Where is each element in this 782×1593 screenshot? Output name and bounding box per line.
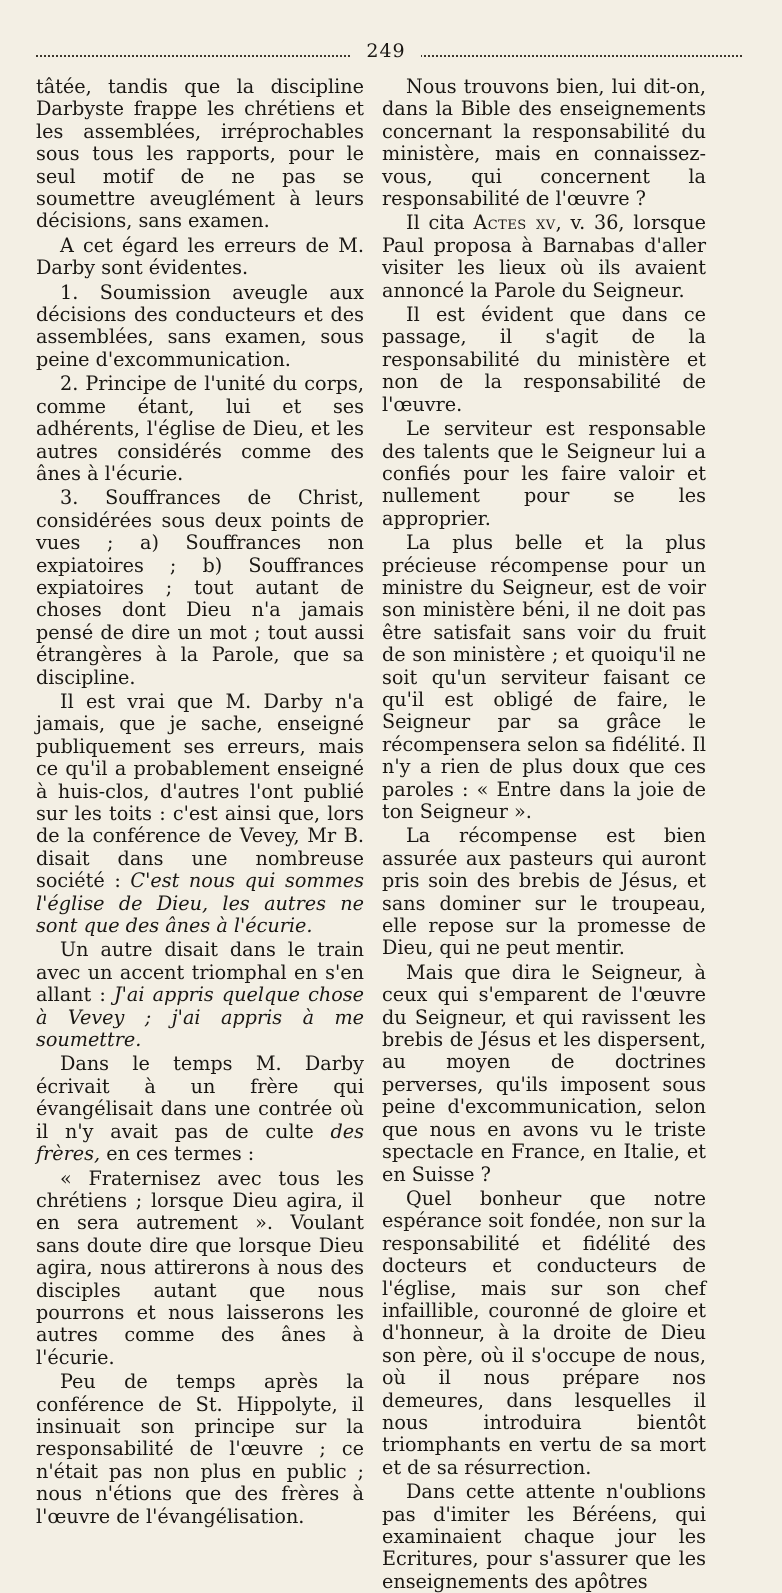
- italic-quote: J'ai appris quelque chose à Vevey ; j'ai appris à me soumettre.: [36, 983, 364, 1052]
- text-run: Il cita: [406, 211, 465, 235]
- paragraph: Dans cette attente n'oublions pas d'imiter les Béréens, qui examinaient chaque jour les Ecritures, pour s'assurer que les enseignements des apôtres: [382, 1480, 706, 1593]
- text-run: , v. 36, lorsque Paul proposa à Barnabas d'aller visiter les lieux où ils avaient annoncé la Parole du Seigneur.: [382, 211, 706, 302]
- paragraph: [36, 691, 364, 937]
- paragraph: Quel bonheur que notre espérance soit fondée, non sur la responsabilité et fidélité des docteurs et conducteurs de l'église, mais sur son chef infaillible, couronné de gloire et d'honneur, à la droite de Dieu son père, où il s'occupe de nous, où il nous prépare nos demeures, dans lesquelles il nous introduira bientôt triomphants en vertu de sa mort et de sa résurrection.: [382, 1186, 706, 1479]
- paragraph: 3. Souffrances de Christ, considérées sous deux points de vues ; a) Souffrances non expiatoires ; b) Souffrances expiatoires ; tout autant de choses dont Dieu n'a jamais pensé de dire un mot ; tout aussi étrangères à la Parole, que sa discipline.: [36, 486, 364, 689]
- text-run: Un autre disait dans le train avec un accent triomphal en s'en allant :: [36, 938, 364, 1007]
- text-run: Il est vrai que M. Darby n'a jamais, que je sache, enseigné publiquement ses erreurs, mais ce qu'il a probablement enseigné à huis-clos, d'autres l'ont publié sur les toits : c'est ainsi que, lors de la conférence de Vevey, Mr B. disait dans une nombreuse société :: [36, 689, 364, 893]
- paragraph: [382, 212, 706, 302]
- right-column: [382, 76, 706, 1593]
- paragraph: Il est évident que dans ce passage, il s'agit de la responsabilité du ministère et non de la responsabilité de l'œuvre.: [382, 303, 706, 416]
- paragraph: tâtée, tandis que la discipline Darbyste frappe les chrétiens et les assemblées, irréprochables sous tous les rapports, pour le seul motif de ne pas se soumettre aveuglément à leurs décisions, sans examen.: [36, 75, 364, 233]
- left-column: [36, 76, 364, 1528]
- paragraph: Nous trouvons bien, lui dit-on, dans la Bible des enseignements concernant la responsabilité du ministère, mais en connaissez-vous, qui concernent la responsabilité de l'œuvre ?: [382, 75, 706, 211]
- paragraph: Peu de temps après la conférence de St. Hippolyte, il insinuait son principe sur la responsabilité de l'œuvre ; ce n'était pas non plus en public ; nous n'étions que des frères à l'œuvre de l'évangélisation.: [36, 1370, 364, 1528]
- paragraph: [36, 1053, 364, 1165]
- italic-quote: C'est nous qui sommes l'église de Dieu, les autres ne sont que des ânes à l'écurie.: [36, 869, 364, 938]
- paragraph: La récompense est bien assurée aux pasteurs qui auront pris soin des brebis de Jésus, et sans dominer sur le troupeau, elle repose sur la promesse de Dieu, qui ne peut mentir.: [382, 824, 706, 960]
- text-run: en ces termes :: [106, 1142, 255, 1166]
- paragraph: Mais que dira le Seigneur, à ceux qui s'emparent de l'œuvre du Seigneur, et qui ravissent les brebis de Jésus et les dispersent, au moyen de doctrines perverses, qu'ils imposent sous peine d'excommunication, selon que nous en avons vu le triste spectacle en France, en Italie, et en Suisse ?: [382, 960, 706, 1186]
- paragraph: A cet égard les erreurs de M. Darby sont évidentes.: [36, 233, 364, 280]
- paragraph: 2. Principe de l'unité du corps, comme étant, lui et ses adhérents, l'église de Dieu, et les autres considérés comme des ânes à l'écurie.: [36, 372, 364, 485]
- italic-term: des frères,: [36, 1119, 364, 1166]
- scripture-reference: Actes xv: [473, 211, 556, 235]
- paragraph: « Fraternisez avec tous les chrétiens ; lorsque Dieu agira, il en sera autrement ». Voulant sans doute dire que lorsque Dieu agira, nous attirerons à nous des disciples autant que nous pourrons et nous laisserons les autres comme des ânes à l'écurie.: [36, 1166, 364, 1369]
- page-number: 249: [351, 40, 421, 62]
- paragraph: [36, 939, 364, 1051]
- page-header: [36, 38, 742, 68]
- text-run: Dans le temps M. Darby écrivait à un frère qui évangélisait dans une contrée où il n'y avait pas de culte: [36, 1052, 364, 1143]
- paragraph: Le serviteur est responsable des talents que le Seigneur lui a confiés pour les faire valoir et nullement pour se les approprier.: [382, 417, 706, 530]
- paragraph: 1. Soumission aveugle aux décisions des conducteurs et des assemblées, sans examen, sous peine d'excommunication.: [36, 280, 364, 371]
- paragraph: La plus belle et la plus précieuse récompense pour un ministre du Seigneur, est de voir son ministère béni, il ne doit pas être satisfait sans voir du fruit de son ministère ; et quoiqu'il ne soit qu'un serviteur faisant ce qu'il est obligé de faire, le Seigneur par sa grâce le récompensera selon sa fidélité. Il n'y a rien de plus doux que ces paroles : « Entre dans la joie de ton Seigneur ».: [382, 531, 706, 823]
